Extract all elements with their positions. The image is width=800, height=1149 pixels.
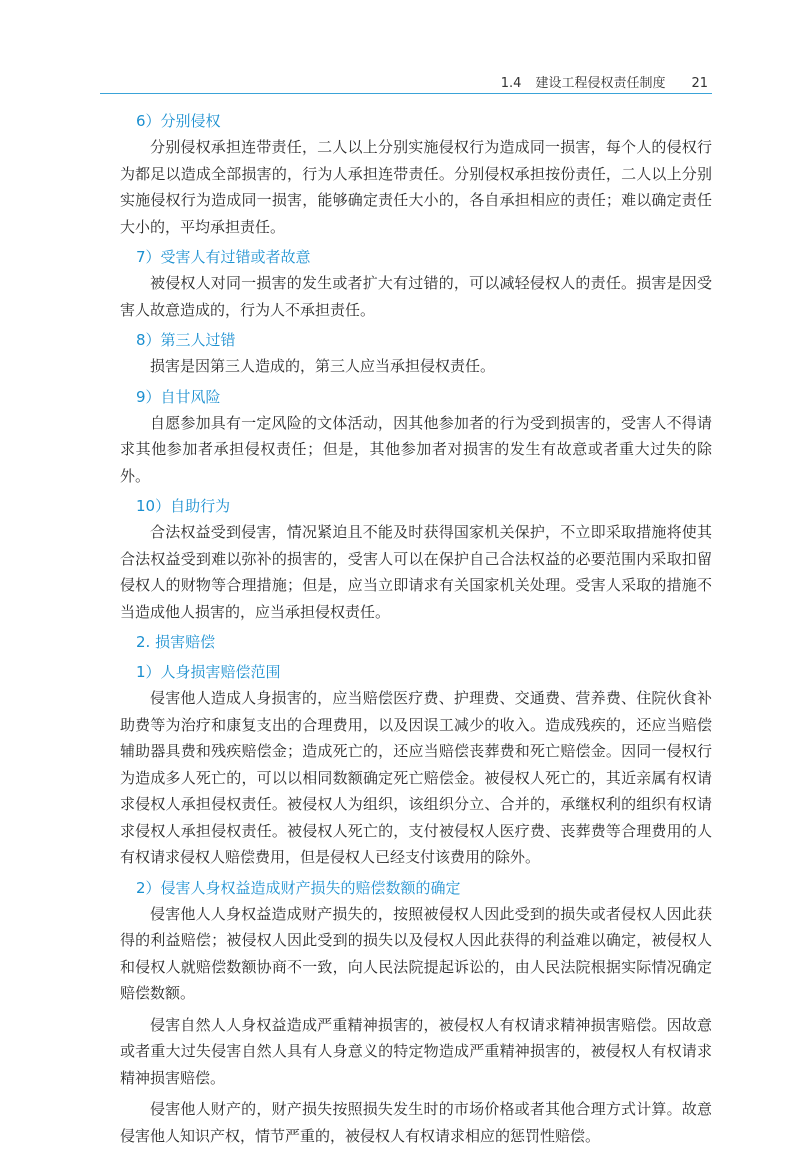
heading-6-separate-tort: 6）分别侵权 bbox=[136, 112, 221, 130]
paragraph: 分别侵权承担连带责任，二人以上分别实施侵权行为造成同一损害，每个人的侵权行为都足以造成全部损害的，行为人承担连带责任。分别侵权承担按份责任，二人以上分别实施侵权行为造成同一损害，能够确定责任大小的，各自承担相应的责任；难以确定责任大小的，平均承担责任。 bbox=[120, 138, 712, 236]
paragraph: 合法权益受到侵害，情况紧迫且不能及时获得国家机关保护，不立即采取措施将使其合法权益受到难以弥补的损害的，受害人可以在保护自己合法权益的必要范围内采取扣留侵权人的财物等合理措施；但是，应当立即请求有关国家机关处理。受害人采取的措施不当造成他人损害的，应当承担侵权责任。 bbox=[120, 523, 712, 621]
section-number: 1.4 bbox=[500, 76, 522, 91]
paragraph: 损害是因第三人造成的，第三人应当承担侵权责任。 bbox=[150, 357, 496, 375]
running-header bbox=[100, 64, 712, 94]
heading-8-third-party-fault: 8）第三人过错 bbox=[136, 331, 236, 349]
paragraph: 被侵权人对同一损害的发生或者扩大有过错的，可以减轻侵权人的责任。损害是因受害人故意造成的，行为人不承担责任。 bbox=[120, 274, 712, 319]
paragraph: 侵害他人造成人身损害的，应当赔偿医疗费、护理费、交通费、营养费、住院伙食补助费等为治疗和康复支出的合理费用，以及因误工减少的收入。造成残疾的，还应当赔偿辅助器具费和残疾赔偿金；造成死亡的，还应当赔偿丧葬费和死亡赔偿金。因同一侵权行为造成多人死亡的，可以以相同数额确定死亡赔偿金。被侵权人死亡的，其近亲属有权请求侵权人承担侵权责任。被侵权人为组织，该组织分立、合并的，承继权利的组织有权请求侵权人承担侵权责任。被侵权人死亡的，支付被侵权人医疗费、丧葬费等合理费用的人有权请求侵权人赔偿费用，但是侵权人已经支付该费用的除外。 bbox=[120, 689, 712, 866]
heading-7-victim-fault: 7）受害人有过错或者故意 bbox=[136, 248, 311, 266]
paragraph: 侵害他人人身权益造成财产损失的，按照被侵权人因此受到的损失或者侵权人因此获得的利益赔偿；被侵权人因此受到的损失以及侵权人因此获得的利益难以确定，被侵权人和侵权人就赔偿数额协商不一致，向人民法院提起诉讼的，由人民法院根据实际情况确定赔偿数额。 bbox=[120, 904, 712, 1002]
chapter-title: 建设工程侵权责任制度 bbox=[535, 76, 666, 91]
paragraph: 侵害他人财产的，财产损失按照损失发生时的市场价格或者其他合理方式计算。故意侵害他人知识产权，情节严重的，被侵权人有权请求相应的惩罚性赔偿。 bbox=[120, 1100, 712, 1145]
heading-personal-injury-scope: 1）人身损害赔偿范围 bbox=[136, 663, 281, 681]
page-number: 21 bbox=[691, 76, 708, 91]
header-rule bbox=[100, 93, 712, 94]
heading-damages-compensation: 2. 损害赔偿 bbox=[136, 633, 216, 651]
heading-property-loss-amount: 2）侵害人身权益造成财产损失的赔偿数额的确定 bbox=[136, 878, 461, 897]
paragraph: 侵害自然人人身权益造成严重精神损害的，被侵权人有权请求精神损害赔偿。因故意或者重大过失侵害自然人具有人身意义的特定物造成严重精神损害的，被侵权人有权请求精神损害赔偿。 bbox=[120, 1015, 712, 1087]
paragraph: 自愿参加具有一定风险的文体活动，因其他参加者的行为受到损害的，受害人不得请求其他参加者承担侵权责任；但是，其他参加者对损害的发生有故意或者重大过失的除外。 bbox=[120, 413, 712, 485]
header-text bbox=[501, 72, 708, 91]
page-body bbox=[120, 104, 712, 1149]
heading-9-assumption-of-risk: 9）自甘风险 bbox=[136, 387, 221, 406]
heading-10-self-help: 10）自助行为 bbox=[136, 497, 231, 515]
